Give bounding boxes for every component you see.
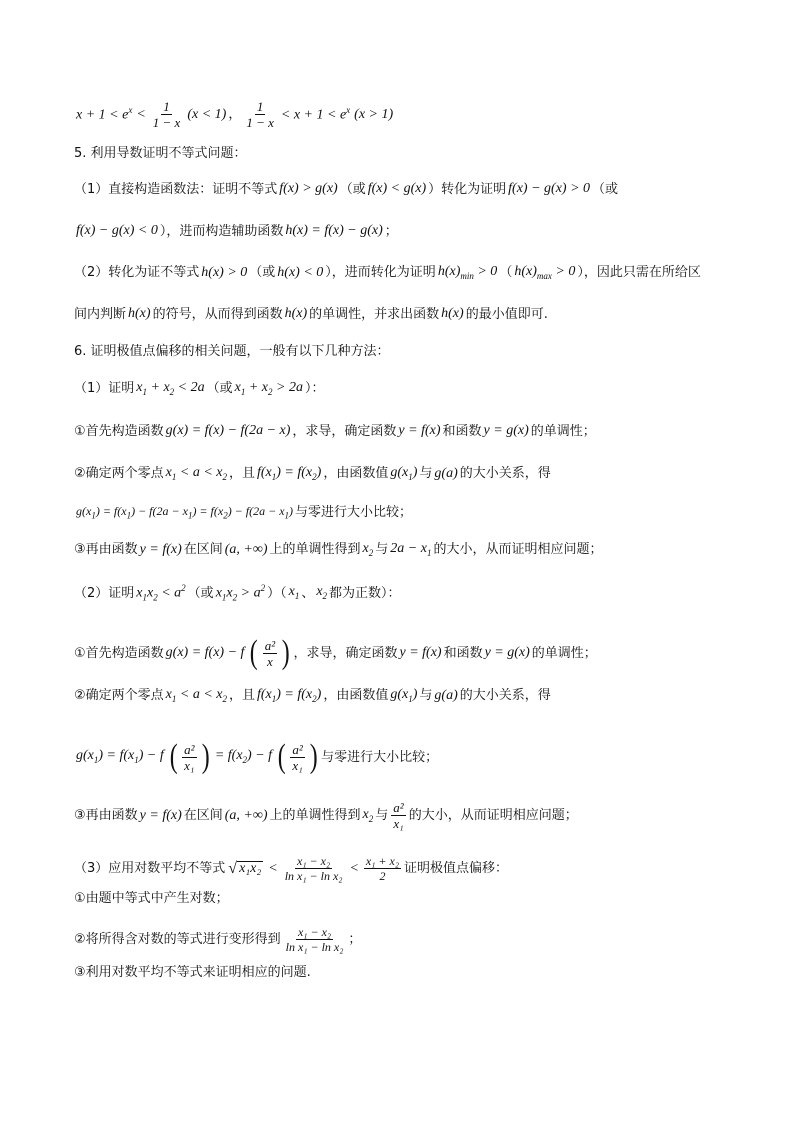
math: $x_1 < a < x_2$: [165, 687, 227, 704]
math: $x_1 < a < x_2$: [165, 465, 227, 482]
text: ②确定两个零点: [74, 466, 164, 482]
math: g(x) = f(x) − f(2a − x): [165, 423, 291, 438]
math: y = f(x): [139, 541, 182, 557]
s5-item1-line2: [74, 224, 734, 238]
formula-line-1: [74, 100, 734, 129]
text: ②将所得含对数的等式进行变形得到: [74, 932, 281, 947]
text: （或: [206, 381, 233, 397]
text: 与零进行大小比较；: [321, 749, 439, 765]
fraction: $\frac{\text{x₁ − x₂}}{\text{ln x₁ − ln x₂}}$: [284, 854, 343, 883]
text: ，由函数值: [323, 688, 389, 704]
text: 的单调性；: [531, 645, 597, 661]
math: h(x) > 0: [201, 264, 248, 280]
text: 的大小，从而证明相应问题；: [408, 808, 578, 823]
text: 都为正数）：: [329, 585, 401, 601]
math: f(x) − g(x) > 0: [508, 181, 591, 196]
math: y = g(x): [483, 423, 529, 438]
math: h(x): [284, 306, 308, 321]
math: y = f(x): [139, 807, 182, 823]
math: $f(x_1) = f(x_2)$: [257, 687, 322, 704]
text: ；: [384, 223, 398, 239]
text: 的单调性；: [530, 423, 596, 439]
math: (a, +∞): [224, 541, 268, 557]
s6-case3-step3: [74, 966, 734, 979]
math: h(x): [441, 306, 464, 321]
text: ），进而转化为证明: [325, 265, 436, 281]
math: y = g(x): [484, 645, 530, 660]
math: y = f(x): [399, 645, 442, 660]
math: $g(x_1) = f(x_1) - f$: [76, 748, 164, 765]
inequality-part-a: $x + 1 < e^x$: [76, 105, 133, 123]
text: 与: [419, 466, 433, 482]
text: 的大小，从而证明相应问题；: [433, 542, 603, 558]
s6-case3-step2: [74, 926, 734, 953]
text: ），进而构造辅助函数: [159, 223, 284, 239]
text: 的最小值即可.: [465, 306, 548, 322]
text: （或: [187, 585, 214, 601]
text: 证明极值点偏移：: [404, 861, 509, 876]
text: ①首先构造函数: [74, 645, 164, 661]
text: 间内判断: [74, 306, 127, 322]
fraction: $\frac{\text{x₁ + x₂}}{2}$: [365, 854, 399, 883]
less-than: <: [136, 106, 146, 122]
text: （1）证明: [74, 381, 135, 397]
s6-case2-step1: [74, 636, 734, 670]
text: 在区间: [183, 808, 223, 823]
math: $x_1x_2 > a^2$: [215, 583, 266, 603]
text: ，求导，确定函数: [292, 423, 397, 439]
text: ；: [348, 932, 362, 947]
s6-case2-step2-formula: [74, 740, 734, 774]
text: 的符号，从而得到函数: [152, 306, 283, 322]
math: $g(x_1) = f(x_1) - f(2a - x_1) = f(x_2) - f(2a - x_1)$: [76, 504, 294, 521]
s6-case1-step2: [74, 466, 734, 482]
math: $h(x)_{max} > 0$: [514, 264, 576, 281]
text: （: [499, 265, 513, 281]
parenthesized-fraction: ( $\frac{\text{a²}}{\text{x₁}}$ ): [277, 738, 318, 775]
heading-text: 5. 利用导数证明不等式问题：: [74, 146, 247, 161]
text: 与零进行大小比较；: [295, 505, 413, 521]
fraction: $\frac{\text{x₁ − x₂}}{\text{ln x₁ − ln x₂}}$: [285, 925, 344, 954]
text: 的大小关系，得: [459, 466, 551, 482]
less-than: <: [349, 860, 359, 876]
s5-item2-line1: [74, 265, 734, 281]
text: ，且: [228, 688, 255, 704]
math: = $f(x_2) - f$: [214, 748, 273, 765]
text: 的单调性，并求出函数: [309, 306, 440, 322]
text: 与: [375, 808, 389, 823]
s6-case2-heading: [74, 584, 734, 602]
math: $2a - x_1$: [390, 541, 432, 558]
s6-case2-step2: [74, 688, 734, 704]
math: f(x) > g(x): [279, 181, 338, 196]
s6-case3-heading: [74, 855, 734, 882]
text: ①由题中等式中产生对数；: [74, 891, 229, 906]
s6-case1-heading: [74, 381, 734, 397]
math: $x_1 + x_2 > 2a$: [234, 380, 303, 397]
text: 的大小关系，得: [459, 688, 551, 704]
square-root: √ x₁x₂: [228, 859, 262, 877]
text: ）（: [267, 585, 287, 601]
separator: ，: [228, 107, 242, 122]
math: $g(x_1)$: [390, 687, 418, 704]
text: ③利用对数平均不等式来证明相应的问题.: [74, 965, 311, 980]
text: ③再由函数: [74, 808, 138, 823]
s5-item2-line2: [74, 307, 734, 321]
math: $x_1$: [288, 584, 300, 602]
text: 上的单调性得到: [269, 542, 361, 558]
text: 在区间: [183, 542, 223, 558]
text: ②确定两个零点: [74, 688, 164, 704]
s6-case3-step1: [74, 892, 734, 905]
text: ①首先构造函数: [74, 423, 164, 439]
condition: (x < 1): [187, 106, 227, 122]
condition: (x > 1): [354, 106, 394, 122]
math: $x_1x_2 < a^2$: [136, 583, 186, 603]
math: g(x) = f(x) − f: [165, 645, 245, 660]
text: （或: [249, 265, 276, 281]
text: （3）应用对数平均不等式: [74, 861, 226, 876]
text: （1）直接构造函数法：证明不等式: [74, 181, 278, 197]
math: g(a): [434, 465, 458, 481]
text: ）转化为证明: [428, 181, 507, 197]
math: h(x) = f(x) − g(x): [285, 223, 383, 238]
text: ）：: [304, 381, 325, 397]
math: $x_1 + x_2 < 2a$: [136, 380, 205, 397]
text: （2）转化为证不等式: [74, 265, 200, 281]
section-6-heading: [74, 345, 734, 358]
text: （或: [339, 181, 366, 197]
fraction: $\frac{1}{1 - x}$: [246, 99, 274, 130]
math: $x_2$: [362, 541, 374, 558]
math: h(x) < 0: [277, 264, 324, 280]
s5-item1-line1: [74, 182, 734, 196]
math: $x_2$: [362, 806, 374, 824]
text: ，由函数值: [323, 466, 389, 482]
math: $h(x)_{min} > 0$: [437, 264, 498, 281]
math: $x_2$: [316, 584, 328, 602]
s6-case1-step3: [74, 542, 734, 558]
math: (a, +∞): [224, 807, 268, 823]
text: 与: [375, 542, 389, 558]
s6-case1-step2-formula: [74, 505, 734, 520]
less-than: <: [268, 860, 278, 876]
math: $f(x_1) = f(x_2)$: [257, 465, 322, 482]
text: 、: [301, 585, 315, 601]
s6-case1-step1: [74, 424, 734, 438]
math: g(a): [434, 687, 458, 703]
inequality-part-d: < $x + 1 < e^x$: [280, 105, 351, 123]
section-5-heading: [74, 147, 734, 160]
math: f(x) < g(x): [367, 181, 427, 196]
math: h(x): [128, 306, 151, 321]
text: 与: [419, 688, 433, 704]
text: 和函数: [443, 645, 483, 661]
parenthesized-fraction: ( $\frac{\text{a²}}{\text{x₁}}$ ): [169, 738, 210, 775]
text: ，且: [228, 466, 255, 482]
text: （或: [592, 181, 619, 197]
text: 上的单调性得到: [269, 808, 361, 823]
text: ，求导，确定函数: [293, 645, 398, 661]
fraction: $\frac{1}{1 - x}$: [152, 99, 181, 130]
fraction: $\frac{\text{a²}}{\text{x₁}}$: [393, 800, 404, 831]
text: ），因此只需在所给区: [577, 265, 701, 281]
math: f(x) − g(x) < 0: [76, 223, 158, 238]
math: y = f(x): [398, 423, 441, 438]
text: ③再由函数: [74, 542, 138, 558]
text: 和函数: [442, 423, 482, 439]
heading-text: 6. 证明极值点偏移的相关问题，一般有以下几种方法：: [74, 344, 390, 359]
text: （2）证明: [74, 585, 135, 601]
s6-case2-step3: [74, 801, 734, 830]
math: $g(x_1)$: [390, 465, 418, 482]
parenthesized-fraction: ( $\frac{\text{a²}}{x}$ ): [250, 634, 290, 671]
